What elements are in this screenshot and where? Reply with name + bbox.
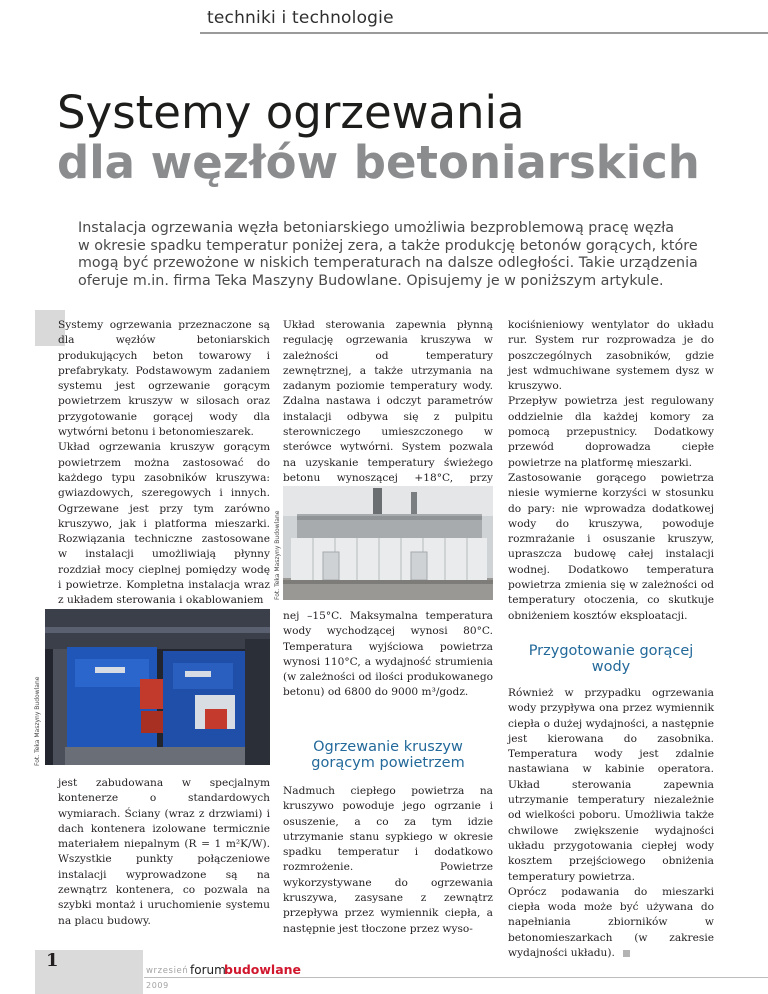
page-number: 1 [46, 950, 59, 971]
subheading-hot-water: Przygotowanie gorącej wody [528, 643, 694, 675]
magazine-name-forum: forum [190, 963, 226, 977]
header-rule [200, 32, 768, 34]
column-2-top [283, 318, 493, 502]
lead-line: Instalacja ogrzewania węzła betoniarskiego umożliwia bezproblemową pracę węzła [78, 220, 675, 236]
paragraph-text: Oprócz podawania do mieszarki ciepła woda może być używana do napełniania zbiorników w betonomieszarkach (w zakresie wydajności układu). [508, 885, 714, 960]
subheading-aggregate-heating: Ogrzewanie kruszyw gorącym powietrzem [311, 739, 465, 771]
footer-rule [144, 977, 768, 978]
photo-credit: Fot. Teka Maszyny Budowlane [274, 510, 281, 600]
paragraph: Przepływ powietrza jest regulowany oddzielnie dla każdej komory za pomocą przepustnicy. Dodatkowy przewód doprowadza ciepłe powietrze na platformę mieszarki. [508, 395, 714, 469]
article-title-line2: dla węzłów betoniarskich [57, 136, 700, 189]
article-lead [78, 220, 718, 290]
column-3-top [508, 318, 714, 624]
section-tag: techniki i technologie [207, 8, 394, 28]
paragraph: nej –15°C. Maksymalna temperatura wody wychodzącej wynosi 80°C. Temperatura wyjściowa powietrza wynosi 110°C, a wydajność strumienia (w zależności od ilości produkowanego betonu) od 6800 do 9000 m³/godz. [283, 610, 493, 699]
photo-credit: Fot. Teka Maszyny Budowlane [34, 676, 41, 766]
issue-year: 2009 [146, 981, 169, 990]
lead-line: w okresie spadku temperatur poniżej zera, a także produkcję betonów gorących, które [78, 237, 698, 254]
paragraph: Również w przypadku ogrzewania wody przypływa ona przez wymiennik ciepła o dużej wydajności, a następnie jest kierowana do zasobnika. Temperatura wody jest zdalnie nastawiana w kabinie operatora. Układ sterowania zapewnia utrzymanie temperatury niezależnie od wielkości poboru. Umożliwia także chwilowe zwiększenie wydajności układu przygotowania ciepłej wody kosztem przejściowego obniżenia temperatury powietrza. [508, 687, 714, 883]
lead-line: mogą być przewożone w niskich temperaturach na dalsze odległości. Takie urządzenia [78, 255, 698, 271]
paragraph: Układ ogrzewania kruszyw gorącym powietrzem można zastosować do każdego typu zasobników kruszywa: gwiazdowych, szeregowych i innych. Ogrzewane jest przy tym zarówno kruszywo, jak i platforma mieszarki. Rozwiązania techniczne zastosowane w instalacji umożliwiają płynny rozdział mocy cieplnej pomiędzy wodę i powietrze. Kompletna instalacja wraz z układem sterowania i okablowaniem [58, 441, 270, 607]
photo-container-unit [283, 486, 493, 600]
article-title-line1: Systemy ogrzewania [57, 86, 525, 139]
paragraph: Systemy ogrzewania przeznaczone są dla węzłów betoniarskich produkujących beton towarowy i prefabrykaty. Podstawowym zadaniem systemu jest ogrzewanie gorącym powietrzem kruszyw w silosach oraz przygotowanie gorącej wody dla wytwórni betonu i betonomieszarek. [58, 319, 270, 439]
column-2-bottom [283, 784, 493, 937]
paragraph [508, 885, 714, 961]
column-1-top [58, 318, 270, 609]
column-2-middle [283, 609, 493, 701]
lead-line: oferuje m.in. firma Teka Maszyny Budowlane. Opisujemy je w poniższym artykule. [78, 272, 664, 289]
paragraph: jest zabudowana w specjalnym kontenerze o standardowych wymiarach. Ściany (wraz z drzwiami) i dach kontenera izolowane termicznie materiałem niepalnym (R = 1 m²K/W). Wszystkie punkty połączeniowe instalacji wyprowadzone są na zewnątrz kontenera, co pozwala na szybki montaż i uruchomienie systemu na placu budowy. [58, 777, 270, 927]
paragraph: Zastosowanie gorącego powietrza niesie wymierne korzyści w stosunku do pary: nie wprowadza dodatkowej wody do kruszywa, powoduje rozmrażanie i osuszanie kruszyw, upraszcza budowę całej instalacji wodnej. Dodatkowo temperatura powietrza zmienia się w zależności od temperatury otoczenia, co skutkuje obniżeniem kosztów eksploatacji. [508, 471, 714, 622]
paragraph: Układ sterowania zapewnia płynną regulację ogrzewania kruszywa w zależności od temperatury zewnętrznej, a także utrzymania na zadanym poziomie temperatury wody. Zdalna nastawa i odczyt parametrów instalacji odbywa się z pulpitu sterowniczego umieszczonego w sterówce wytwórni. System pozwala na uzyskanie temperatury świeżego betonu wynoszącej +18°C, przy [283, 319, 493, 484]
photo-heating-equipment [45, 609, 270, 765]
column-1-bottom [58, 776, 270, 929]
issue-month: wrzesień [146, 966, 189, 976]
container-unit-image [283, 486, 493, 600]
end-of-article-mark [623, 950, 630, 957]
magazine-name-budowlane: budowlane [224, 962, 302, 977]
paragraph: Nadmuch ciepłego powietrza na kruszywo powoduje jego ogrzanie i osuszenie, a co za tym idzie utrzymanie stanu sypkiego w okresie spadku temperatur i dodatkowo rozmrożenie. Powietrze wykorzystywane do ogrzewania kruszywa, zasysane z zewnątrz przepływa przez wymiennik ciepła, a następnie jest tłoczone przez wyso- [283, 785, 493, 935]
paragraph: kociśnieniowy wentylator do układu rur. System rur rozprowadza je do poszczególnych zasobników, gdzie jest wdmuchiwane systemem dysz w kruszywo. [508, 319, 714, 393]
column-3-bottom [508, 686, 714, 961]
heating-equipment-image [45, 609, 270, 765]
